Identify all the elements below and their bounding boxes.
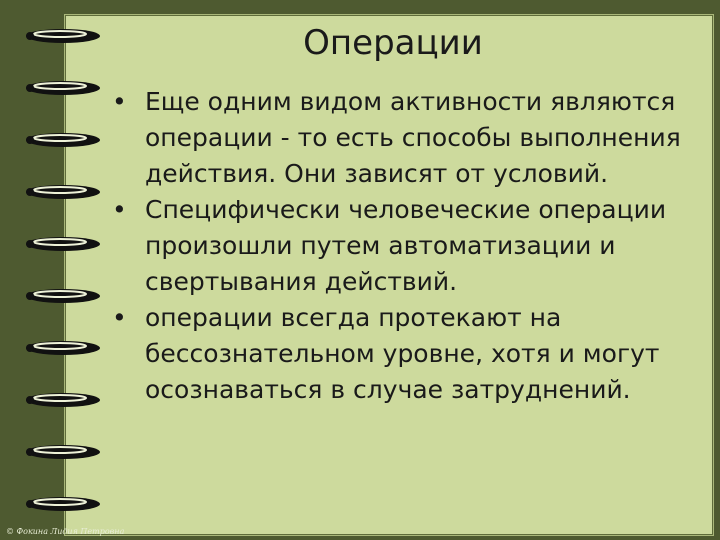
spiral-binding-ring-icon	[22, 440, 104, 464]
spiral-binding-ring-icon	[22, 284, 104, 308]
slide-title: Операции	[303, 23, 483, 63]
bullet-item	[112, 192, 702, 300]
spiral-binding-ring-icon	[22, 76, 104, 100]
spiral-binding-ring-icon	[22, 336, 104, 360]
spiral-binding	[22, 0, 112, 540]
bullet-item	[112, 84, 702, 192]
bullet-text: Еще одним видом активности являются операции - то есть способы выполнения действия. Они зависят от условий.	[145, 87, 681, 188]
spiral-binding-ring-icon	[22, 128, 104, 152]
bullet-item	[112, 300, 702, 408]
bullet-marker: •	[112, 303, 127, 332]
copyright-text: © Фокина Лидия Петровна	[6, 527, 125, 536]
spiral-binding-ring-icon	[22, 388, 104, 412]
bullet-marker: •	[112, 87, 127, 116]
spiral-binding-ring-icon	[22, 492, 104, 516]
bullet-list	[112, 84, 702, 408]
spiral-binding-ring-icon	[22, 180, 104, 204]
bullet-text: Специфически человеческие операции произошли путем автоматизации и свертывания действий.	[145, 195, 667, 296]
spiral-binding-ring-icon	[22, 232, 104, 256]
bullet-text: операции всегда протекают на бессознательном уровне, хотя и могут осознаваться в случае затруднений.	[145, 303, 660, 404]
bullet-marker: •	[112, 195, 127, 224]
